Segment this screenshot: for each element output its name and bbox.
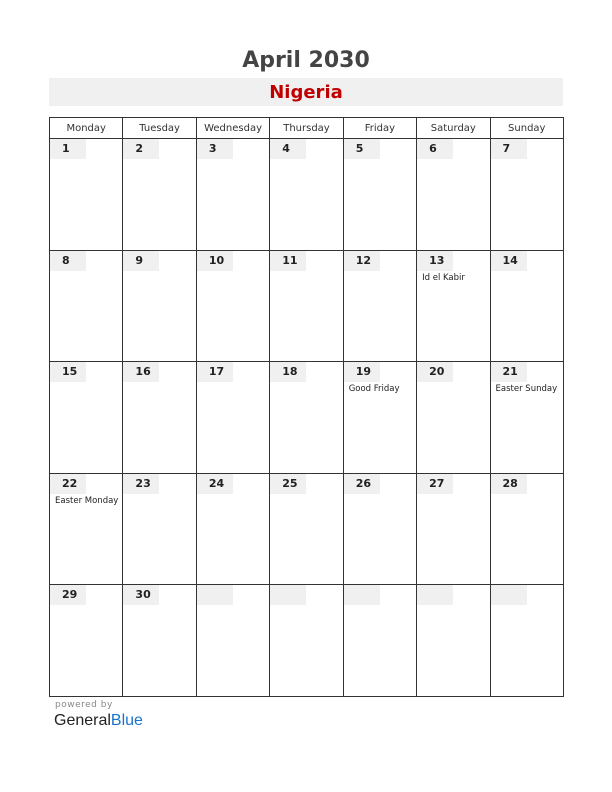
day-number: [344, 585, 380, 605]
day-cell: [417, 250, 490, 362]
day-number: 8: [50, 251, 86, 271]
day-number: [491, 585, 527, 605]
day-number: 16: [123, 362, 159, 382]
calendar-grid: [49, 117, 564, 697]
day-number: 29: [50, 585, 86, 605]
day-cell: [123, 250, 196, 362]
day-cell: [490, 585, 563, 697]
day-cell: [123, 585, 196, 697]
day-number: 7: [491, 139, 527, 159]
day-cell: [343, 139, 416, 251]
day-cell: [270, 473, 343, 585]
day-number: 26: [344, 474, 380, 494]
weekday-header: Wednesday: [196, 118, 269, 139]
day-cell: [50, 362, 123, 474]
day-cell: [343, 250, 416, 362]
day-cell: [490, 362, 563, 474]
calendar-week-row: [50, 473, 564, 585]
day-cell: [196, 585, 269, 697]
weekday-header-row: [50, 118, 564, 139]
day-cell: [343, 585, 416, 697]
brand-general-text: General: [54, 712, 111, 729]
day-number: 17: [197, 362, 233, 382]
country-name: Nigeria: [269, 82, 343, 103]
day-cell: [50, 473, 123, 585]
day-number: 5: [344, 139, 380, 159]
holiday-label: Easter Monday: [55, 495, 119, 506]
day-number: 10: [197, 251, 233, 271]
day-cell: [196, 473, 269, 585]
day-cell: [417, 139, 490, 251]
day-cell: [490, 250, 563, 362]
brand-blue-text: Blue: [110, 712, 143, 729]
day-number: 1: [50, 139, 86, 159]
calendar-week-row: [50, 362, 564, 474]
day-cell: [270, 585, 343, 697]
brand-logo: [54, 712, 143, 730]
calendar-week-row: [50, 250, 564, 362]
day-cell: [270, 139, 343, 251]
day-number: 19: [344, 362, 380, 382]
day-number: 3: [197, 139, 233, 159]
day-number: 4: [270, 139, 306, 159]
day-cell: [123, 473, 196, 585]
day-cell: [417, 473, 490, 585]
day-cell: [196, 362, 269, 474]
weekday-header: Tuesday: [123, 118, 196, 139]
weekday-header: Monday: [50, 118, 123, 139]
day-cell: [196, 250, 269, 362]
day-number: 9: [123, 251, 159, 271]
day-number: 27: [417, 474, 453, 494]
page-title: April 2030: [242, 48, 370, 73]
day-number: 13: [417, 251, 453, 271]
day-number: [270, 585, 306, 605]
day-cell: [490, 139, 563, 251]
holiday-label: Id el Kabir: [422, 272, 465, 283]
day-number: 11: [270, 251, 306, 271]
holiday-label: Easter Sunday: [495, 384, 558, 394]
day-number: 30: [123, 585, 159, 605]
day-number: 14: [491, 251, 527, 271]
day-cell: [270, 362, 343, 474]
day-cell: [50, 139, 123, 251]
day-cell: [196, 139, 269, 251]
day-number: 15: [50, 362, 86, 382]
day-cell: [417, 585, 490, 697]
day-number: [417, 585, 453, 605]
day-cell: [417, 362, 490, 474]
day-cell: [270, 250, 343, 362]
weekday-header: Thursday: [270, 118, 343, 139]
day-number: 24: [197, 474, 233, 494]
calendar-week-row: [50, 585, 564, 697]
day-number: 18: [270, 362, 306, 382]
day-cell: [343, 362, 416, 474]
day-number: 23: [123, 474, 159, 494]
day-number: 12: [344, 251, 380, 271]
day-number: 22: [50, 474, 86, 494]
powered-by-label: powered by: [55, 700, 113, 710]
weekday-header: Friday: [343, 118, 416, 139]
day-cell: [50, 250, 123, 362]
day-number: 2: [123, 139, 159, 159]
day-cell: [490, 473, 563, 585]
day-cell: [50, 585, 123, 697]
day-cell: [123, 139, 196, 251]
weekday-header: Saturday: [417, 118, 490, 139]
day-number: 6: [417, 139, 453, 159]
day-number: 28: [491, 474, 527, 494]
day-number: 21: [491, 362, 527, 382]
weekday-header: Sunday: [490, 118, 563, 139]
country-banner: [49, 78, 563, 106]
calendar-week-row: [50, 139, 564, 251]
day-number: [197, 585, 233, 605]
day-number: 25: [270, 474, 306, 494]
day-cell: [343, 473, 416, 585]
day-cell: [123, 362, 196, 474]
day-number: 20: [417, 362, 453, 382]
holiday-label: Good Friday: [348, 384, 400, 394]
